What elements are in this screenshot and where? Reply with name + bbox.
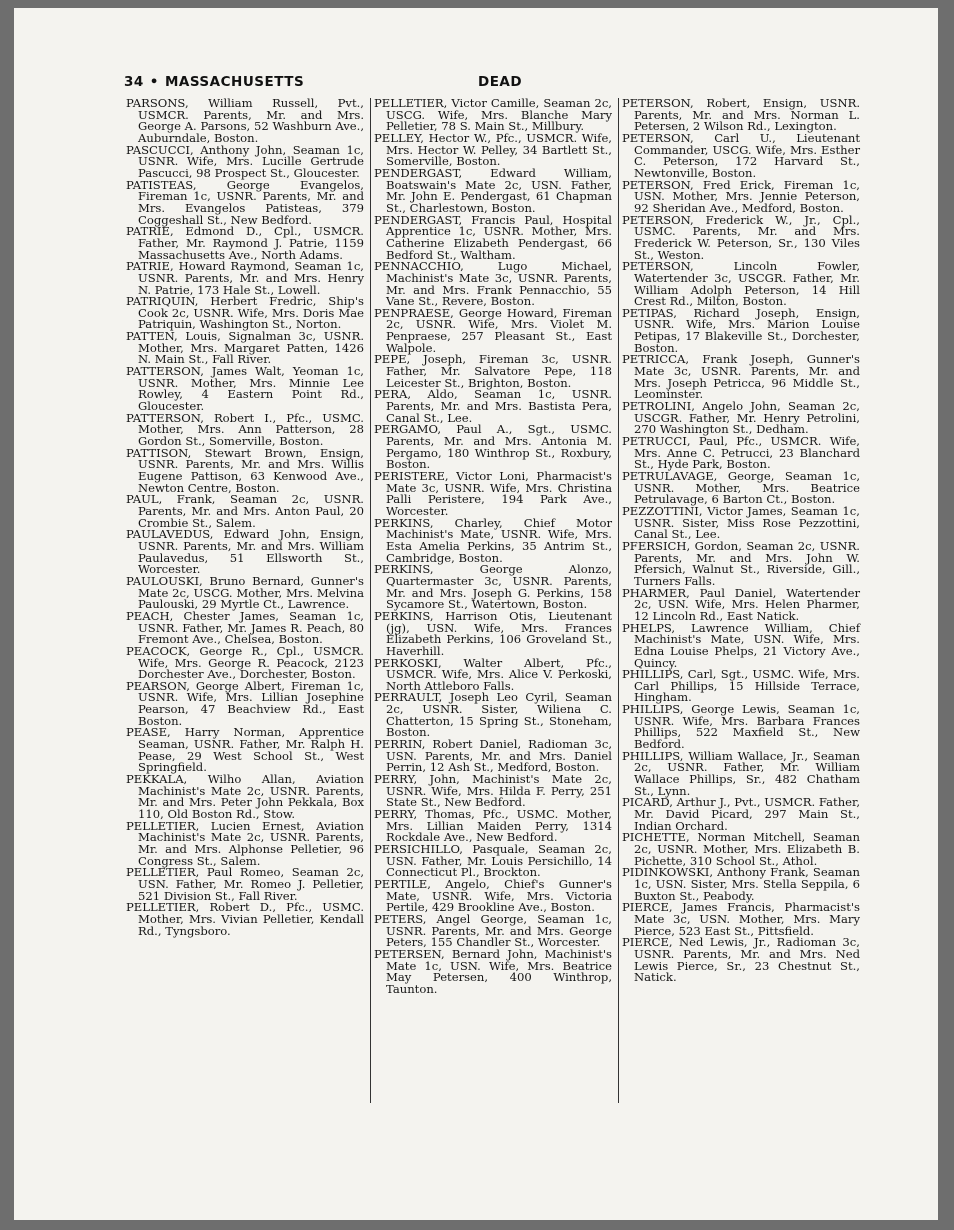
casualty-entry: PEARSON, George Albert, Fireman 1c, USNR. Wife, Mrs. Lillian Josephine Pearson, 47 Beachview Rd., East Boston. [126, 678, 364, 728]
casualty-entry: PETERSEN, Bernard John, Machinist's Mate 1c, USN. Wife, Mrs. Beatrice May Petersen, 400 Winthrop, Taunton. [374, 946, 612, 996]
page-header [14, 70, 938, 94]
casualty-entry: PETERSON, Frederick W., Jr., Cpl., USMC. Parents, Mr. and Mrs. Frederick W. Peterson, Sr., 130 Viles St., Weston. [622, 212, 860, 262]
casualty-entry: PEACH, Chester James, Seaman 1c, USNR. Father, Mr. James R. Peach, 80 Fremont Ave., Chelsea, Boston. [126, 608, 364, 647]
casualty-entry: PETRUCCI, Paul, Pfc., USMCR. Wife, Mrs. Anne C. Petrucci, 23 Blanchard St., Hyde Park, Boston. [622, 434, 860, 472]
casualty-entry: PAULOUSKI, Bruno Bernard, Gunner's Mate 2c, USCG. Mother, Mrs. Melvina Paulouski, 29 Myrtle Ct., Lawrence. [126, 573, 364, 612]
casualty-entry: PIERCE, Ned Lewis, Jr., Radioman 3c, USNR. Parents, Mr. and Mrs. Ned Lewis Pierce, Sr., 23 Chestnut St., Natick. [622, 935, 860, 985]
casualty-entry: PHELPS, Lawrence William, Chief Machinist's Mate, USN. Wife, Mrs. Edna Louise Phelps, 21 Victory Ave., Quincy. [622, 620, 860, 670]
casualty-entry: PASCUCCI, Anthony John, Seaman 1c, USNR. Wife, Mrs. Lucille Gertrude Pascucci, 98 Prospect St., Gloucester. [126, 142, 364, 180]
casualty-entry: PEACOCK, George R., Cpl., USMCR. Wife, Mrs. George R. Peacock, 2123 Dorchester Ave., Dorchester, Boston. [126, 643, 364, 682]
casualty-entry: PERRAULT, Joseph Leo Cyril, Seaman 2c, USNR. Sister, Wiliena C. Chatterton, 15 Spring St., Stoneham, Boston. [374, 690, 612, 740]
casualty-entry: PERRY, John, Machinist's Mate 2c, USNR. Wife, Mrs. Hilda F. Perry, 251 State St., New Bedford. [374, 772, 612, 810]
casualty-entry: PENDERGAST, Francis Paul, Hospital Apprentice 1c, USNR. Mother, Mrs. Catherine Elizabeth Pendergast, 66 Bedford St., Waltham. [374, 212, 612, 262]
casualty-entry: PEZZOTTINI, Victor James, Seaman 1c, USNR. Sister, Miss Rose Pezzottini, Canal St., Lee. [622, 503, 860, 542]
header-left [124, 74, 304, 90]
page-number: 34 [124, 74, 144, 90]
casualty-entry: PATTEN, Louis, Signalman 3c, USNR. Mother, Mrs. Margaret Patten, 1426 N. Main St., Fall River. [126, 329, 364, 367]
casualty-entry: PAULAVEDUS, Edward John, Ensign, USNR. Parents, Mr. and Mrs. William Paulavedus, 51 Ellsworth St., Worcester. [126, 527, 364, 577]
casualty-entry: PELLEY, Hector W., Pfc., USMCR. Wife, Mrs. Hector W. Pelley, 34 Bartlett St., Somerville, Boston. [374, 130, 612, 169]
casualty-entry: PERTILE, Angelo, Chief's Gunner's Mate, USNR. Wife, Mrs. Victoria Pertile, 429 Brookline Ave., Boston. [374, 876, 612, 915]
casualty-entry: PETIPAS, Richard Joseph, Ensign, USNR. Wife, Mrs. Marion Louise Petipas, 17 Blakeville St., Dorchester, Boston. [622, 305, 860, 355]
casualty-entry: PETERSON, Carl U., Lieutenant Commander, USCG. Wife, Mrs. Esther C. Peterson, 172 Harvard St., Newtonville, Boston. [622, 130, 860, 180]
casualty-entry: PATRIE, Howard Raymond, Seaman 1c, USNR. Parents, Mr. and Mrs. Henry N. Patrie, 173 Hale St., Lowell. [126, 259, 364, 297]
casualty-entry: PELLETIER, Robert D., Pfc., USMC. Mother, Mrs. Vivian Pelletier, Kendall Rd., Tyngsboro. [126, 900, 364, 938]
casualty-entry: PERRIN, Robert Daniel, Radioman 3c, USN. Parents, Mr. and Mrs. Daniel Perrin, 12 Ash St., Medford, Boston. [374, 737, 612, 775]
document-page [14, 8, 938, 1220]
casualty-entry: PETERS, Angel George, Seaman 1c, USNR. Parents, Mr. and Mrs. George Peters, 155 Chandler St., Worcester. [374, 911, 612, 950]
casualty-entry: PATTISON, Stewart Brown, Ensign, USNR. Parents, Mr. and Mrs. Willis Eugene Pattison, 63 Kenwood Ave., Newton Centre, Boston. [126, 445, 364, 495]
casualty-entry: PERISTERE, Victor Loni, Pharmacist's Mate 3c, USNR. Wife, Mrs. Christina Palli Peristere, 194 Park Ave., Worcester. [374, 469, 612, 518]
casualty-entry: PETRULAVAGE, George, Seaman 1c, USNR. Mother, Mrs. Beatrice Petrulavage, 6 Barton Ct., Boston. [622, 469, 860, 507]
casualty-entry: PEASE, Harry Norman, Apprentice Seaman, USNR. Father, Mr. Ralph H. Pease, 29 West School St., West Springfield. [126, 725, 364, 775]
column-1 [126, 98, 364, 937]
column-2 [374, 98, 612, 996]
casualty-entry: PATISTEAS, George Evangelos, Fireman 1c, USNR. Parents, Mr. and Mrs. Evangelos Patisteas, 379 Coggeshall St., New Bedford. [126, 177, 364, 227]
casualty-entry: PETERSON, Robert, Ensign, USNR. Parents, Mr. and Mrs. Norman L. Petersen, 2 Wilson Rd., Lexington. [622, 96, 860, 134]
casualty-entry: PATRIQUIN, Herbert Fredric, Ship's Cook 2c, USNR. Wife, Mrs. Doris Mae Patriquin, Washington St., Norton. [126, 294, 364, 332]
casualty-entry: PHILLIPS, Carl, Sgt., USMC. Wife, Mrs. Carl Phillips, 15 Hillside Terrace, Hingham. [622, 667, 860, 705]
casualty-entry: PAUL, Frank, Seaman 2c, USNR. Parents, Mr. and Mrs. Anton Paul, 20 Crombie St., Salem. [126, 492, 364, 530]
casualty-entry: PETRICCA, Frank Joseph, Gunner's Mate 3c, USNR. Parents, Mr. and Mrs. Joseph Petricca, 96 Middle St., Leominster. [622, 352, 860, 402]
state-name: MASSACHUSETTS [164, 74, 305, 90]
casualty-entry: PHILLIPS, George Lewis, Seaman 1c, USNR. Wife, Mrs. Barbara Frances Phillips, 522 Maxfield St., New Bedford. [622, 702, 860, 752]
casualty-entry: PEPE, Joseph, Fireman 3c, USNR. Father, Mr. Salvatore Pepe, 118 Leicester St., Brighton, Boston. [374, 352, 612, 390]
casualty-entry: PATTERSON, Robert I., Pfc., USMC. Mother, Mrs. Ann Patterson, 28 Gordon St., Somerville, Boston. [126, 410, 364, 449]
casualty-entry: PIERCE, James Francis, Pharmacist's Mate 3c, USN. Mother, Mrs. Mary Pierce, 523 East St., Pittsfield. [622, 900, 860, 938]
casualty-entry: PATTERSON, James Walt, Yeoman 1c, USNR. Mother, Mrs. Minnie Lee Rowley, 4 Eastern Point Rd., Gloucester. [126, 364, 364, 414]
column-divider [370, 98, 371, 1103]
column-3 [622, 98, 860, 984]
casualty-entry: PELLETIER, Lucien Ernest, Aviation Machinist's Mate 2c, USNR. Parents, Mr. and Mrs. Alphonse Pelletier, 96 Congress St., Salem. [126, 818, 364, 868]
casualty-entry: PICARD, Arthur J., Pvt., USMCR. Father, Mr. David Picard, 297 Main St., Indian Orchard. [622, 795, 860, 833]
casualty-entry: PEKKALA, Wilho Allan, Aviation Machinist's Mate 2c, USNR. Parents, Mr. and Mrs. Peter John Pekkala, Box 110, Old Boston Rd., Stow. [126, 772, 364, 822]
bullet-icon: • [149, 74, 159, 90]
casualty-entry: PELLETIER, Paul Romeo, Seaman 2c, USN. Father, Mr. Romeo J. Pelletier, 521 Division St., Fall River. [126, 865, 364, 903]
casualty-entry: PHARMER, Paul Daniel, Watertender 2c, USN. Wife, Mrs. Helen Pharmer, 12 Lincoln Rd., East Natick. [622, 585, 860, 623]
casualty-entry: PERKINS, George Alonzo, Quartermaster 3c, USNR. Parents, Mr. and Mrs. Joseph G. Perkins, 158 Sycamore St., Watertown, Boston. [374, 562, 612, 612]
casualty-entry: PARSONS, William Russell, Pvt., USMCR. Parents, Mr. and Mrs. George A. Parsons, 52 Washburn Ave., Auburndale, Boston. [126, 96, 364, 145]
casualty-entry: PENPRAESE, George Howard, Fireman 2c, USNR. Wife, Mrs. Violet M. Penpraese, 257 Pleasant St., East Walpole. [374, 305, 612, 355]
casualty-entry: PETROLINI, Angelo John, Seaman 2c, USCGR. Father, Mr. Henry Petrolini, 270 Washington St., Dedham. [622, 399, 860, 437]
casualty-entry: PIDINKOWSKI, Anthony Frank, Seaman 1c, USN. Sister, Mrs. Stella Seppila, 6 Buxton St., Peabody. [622, 865, 860, 903]
casualty-entry: PFERSICH, Gordon, Seaman 2c, USNR. Parents, Mr. and Mrs. John W. Pfersich, Walnut St., Riverside, Gill., Turners Falls. [622, 538, 860, 588]
casualty-entry: PATRIE, Edmond D., Cpl., USMCR. Father, Mr. Raymond J. Patrie, 1159 Massachusetts Ave., North Adams. [126, 224, 364, 262]
casualty-entry: PHILLIPS, William Wallace, Jr., Seaman 2c, USNR. Father, Mr. William Wallace Phillips, Sr., 482 Chatham St., Lynn. [622, 748, 860, 798]
casualty-entry: PERGAMO, Paul A., Sgt., USMC. Parents, Mr. and Mrs. Antonia M. Pergamo, 180 Winthrop St., Roxbury, Boston. [374, 422, 612, 472]
casualty-entry: PICHETTE, Norman Mitchell, Seaman 2c, USNR. Mother, Mrs. Elizabeth B. Pichette, 310 School St., Athol. [622, 830, 860, 868]
casualty-entry: PERKOSKI, Walter Albert, Pfc., USMCR. Wife, Mrs. Alice V. Perkoski, North Attleboro Falls. [374, 655, 612, 693]
casualty-entry: PERA, Aldo, Seaman 1c, USNR. Parents, Mr. and Mrs. Bastista Pera, Canal St., Lee. [374, 387, 612, 425]
casualty-entry: PERKINS, Harrison Otis, Lieutenant (jg), USN. Wife, Mrs. Frances Elizabeth Perkins, 106 Groveland St., Haverhill. [374, 608, 612, 658]
column-divider [618, 98, 619, 1103]
casualty-entry: PENDERGAST, Edward William, Boatswain's Mate 2c, USN. Father, Mr. John E. Pendergast, 61 Chapman St., Charlestown, Boston. [374, 165, 612, 215]
casualty-entry: PERSICHILLO, Pasquale, Seaman 2c, USN. Father, Mr. Louis Persichillo, 14 Connecticut Pl., Brockton. [374, 842, 612, 880]
casualty-entry: PELLETIER, Victor Camille, Seaman 2c, USCG. Wife, Mrs. Blanche Mary Pelletier, 78 S. Main St., Millbury. [374, 96, 612, 134]
section-title: DEAD [478, 74, 523, 90]
casualty-entry: PERKINS, Charley, Chief Motor Machinist's Mate, USNR. Wife, Mrs. Esta Amelia Perkins, 35 Antrim St., Cambridge, Boston. [374, 515, 612, 565]
casualty-entry: PERRY, Thomas, Pfc., USMC. Mother, Mrs. Lillian Maiden Perry, 1314 Rockdale Ave., New Bedford. [374, 807, 612, 845]
casualty-entry: PETERSON, Lincoln Fowler, Watertender 3c, USCGR. Father, Mr. William Adolph Peterson, 14 Hill Crest Rd., Milton, Boston. [622, 259, 860, 309]
casualty-entry: PETERSON, Fred Erick, Fireman 1c, USN. Mother, Mrs. Jennie Peterson, 92 Sheridan Ave., Medford, Boston. [622, 177, 860, 215]
casualty-entry: PENNACCHIO, Lugo Michael, Machinist's Mate 3c, USNR. Parents, Mr. and Mrs. Frank Pennacchio, 55 Vane St., Revere, Boston. [374, 259, 612, 309]
